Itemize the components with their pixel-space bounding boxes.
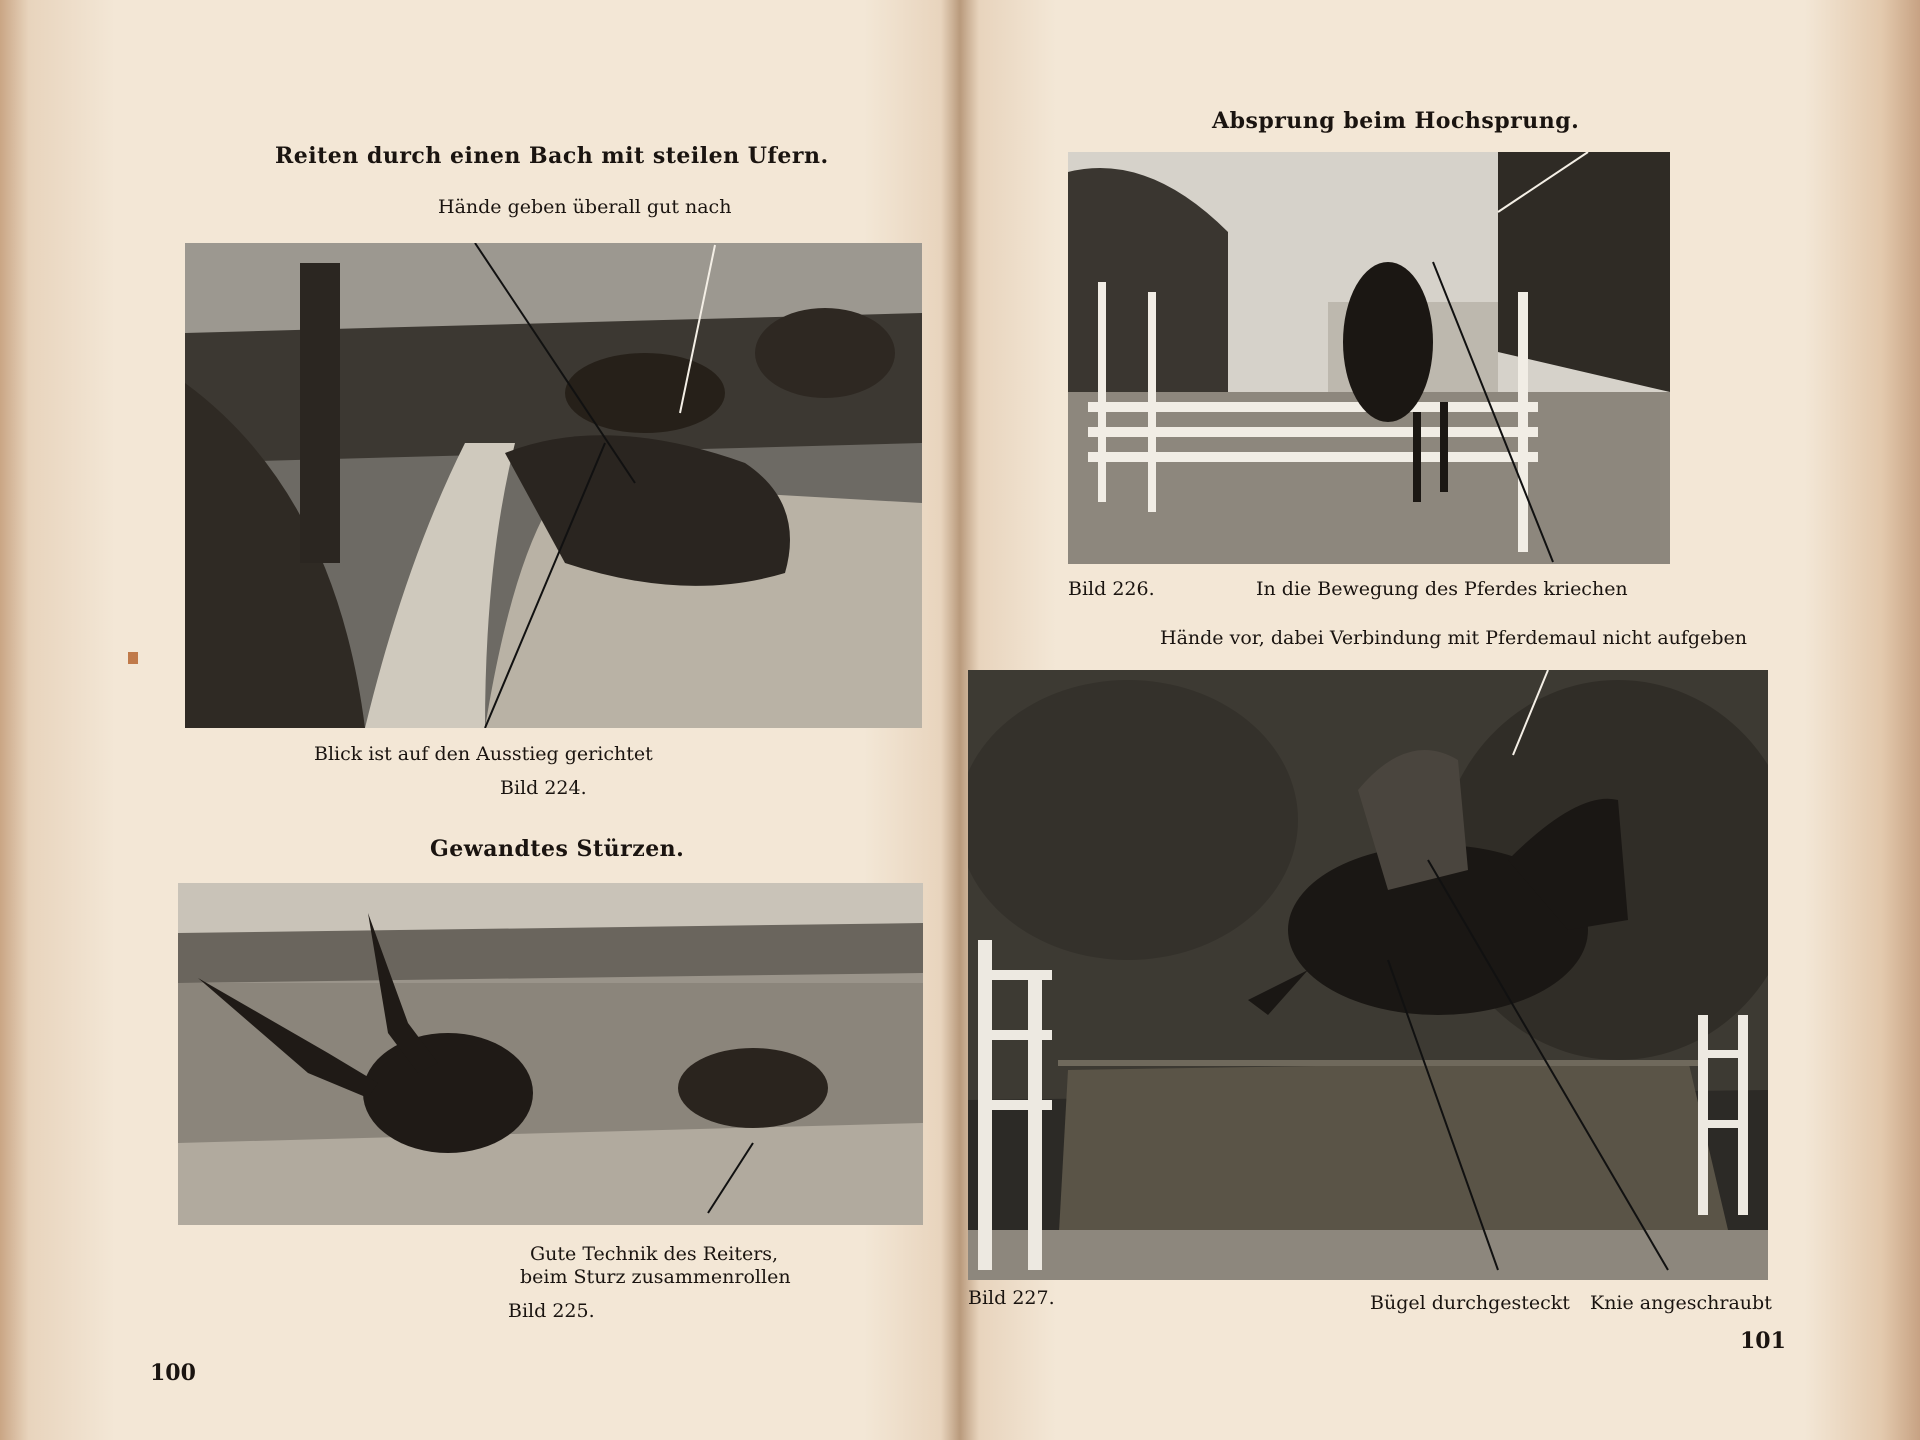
caption-technique-line1: Gute Technik des Reiters, xyxy=(530,1243,779,1265)
caption-technique-line2: beim Sturz zusammenrollen xyxy=(520,1266,791,1288)
heading-skilled-falling: Gewandtes Stürzen. xyxy=(430,836,685,862)
photo-224-image xyxy=(185,243,922,728)
caption-knee: Knie angeschraubt xyxy=(1590,1292,1772,1314)
photo-225-image xyxy=(178,883,923,1225)
label-bild-225: Bild 225. xyxy=(508,1300,595,1322)
caption-226: In die Bewegung des Pferdes kriechen xyxy=(1256,578,1628,600)
caption-hands-forward: Hände vor, dabei Verbindung mit Pferdemaul nicht aufgeben xyxy=(1160,627,1747,649)
photo-227-wall-jump xyxy=(968,670,1768,1280)
photo-227-image xyxy=(968,670,1768,1280)
label-bild-227: Bild 227. xyxy=(968,1287,1055,1309)
label-bild-224: Bild 224. xyxy=(500,777,587,799)
caption-view-exit: Blick ist auf den Ausstieg gerichtet xyxy=(314,743,653,765)
left-page xyxy=(30,0,950,1440)
heading-takeoff-high-jump: Absprung beim Hochsprung. xyxy=(1212,108,1580,134)
caption-hands-give: Hände geben überall gut nach xyxy=(438,196,732,218)
photo-225-fall xyxy=(178,883,923,1225)
right-page xyxy=(960,0,1880,1440)
page-number-right: 101 xyxy=(1740,1328,1786,1354)
caption-stirrup: Bügel durchgesteckt xyxy=(1370,1292,1570,1314)
photo-224-stream-crossing xyxy=(185,243,922,728)
heading-stream-ride: Reiten durch einen Bach mit steilen Ufern. xyxy=(275,143,829,169)
photo-226-high-jump xyxy=(1068,152,1670,564)
label-bild-226: Bild 226. xyxy=(1068,578,1155,600)
page-number-left: 100 xyxy=(150,1360,196,1386)
photo-226-image xyxy=(1068,152,1670,564)
